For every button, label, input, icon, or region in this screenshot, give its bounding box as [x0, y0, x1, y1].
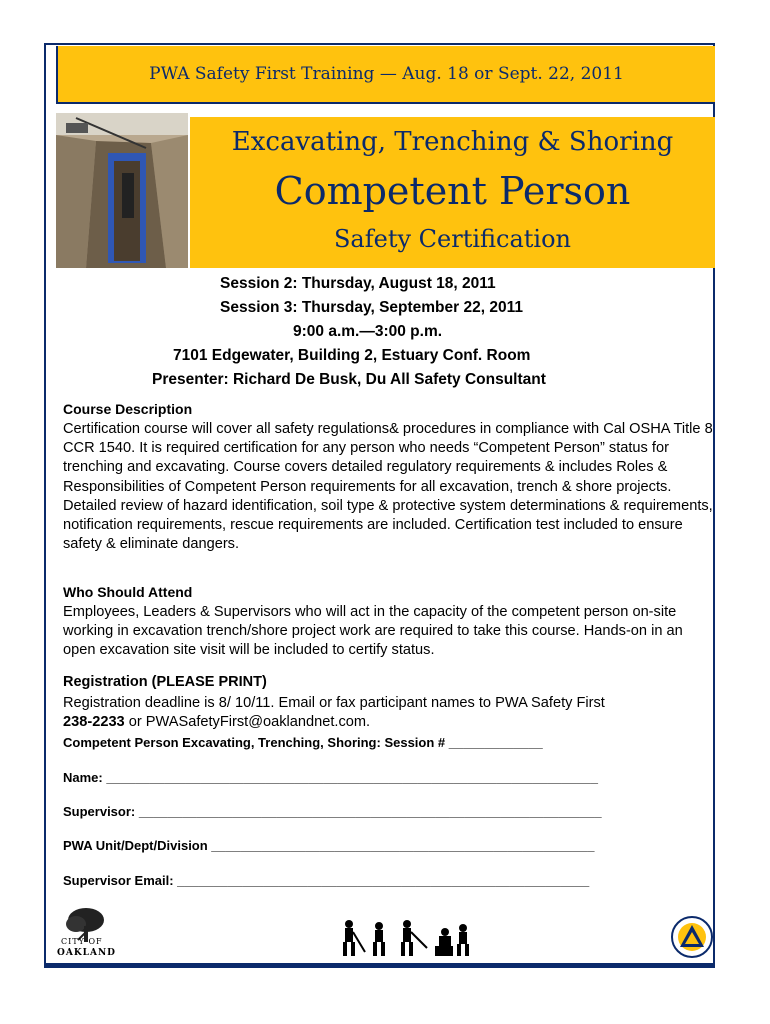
trench-photo	[56, 113, 188, 268]
who-should-attend-text: Employees, Leaders & Supervisors who will act in the capacity of the competent person on-site working in excavation trench/shore project work are required to take this course. Hands-on in an open excavation site visit will be included to certify status.	[63, 604, 683, 659]
banner-title: PWA Safety First Training — Aug. 18 or Sept. 22, 2011	[149, 64, 624, 84]
workers-silhouette-graphic	[335, 918, 475, 960]
registration-email: or PWASafetyFirst@oaklandnet.com.	[124, 714, 371, 731]
seal-icon	[670, 915, 714, 959]
city-of-oakland-logo	[56, 906, 116, 962]
pwa-seal-logo	[670, 915, 714, 959]
who-should-attend-heading: Who Should Attend	[63, 584, 193, 600]
form-name-field[interactable]: Name: ____________________________________________________________________	[63, 770, 598, 785]
session-time: 9:00 a.m.—3:00 p.m.	[293, 323, 443, 340]
oakland-label: OAKLAND	[57, 948, 116, 958]
session-presenter: Presenter: Richard De Busk, Du All Safety Consultant	[152, 371, 546, 388]
workers-icon	[335, 918, 475, 960]
title-block	[190, 117, 715, 268]
registration-deadline: Registration deadline is 8/ 10/11. Email or fax participant names to PWA Safety First	[63, 695, 605, 711]
course-description-heading: Course Description	[63, 401, 193, 417]
session-2: Session 2: Thursday, August 18, 2011	[220, 275, 496, 292]
registration-heading: Registration (PLEASE PRINT)	[63, 674, 267, 690]
course-description-text: Certification course will cover all safety regulations& procedures in compliance with Cal OSHA Title 8 CCR 1540. It is required certification for any person who needs “Competent Person” status for trenching and excavating. Course covers detailed regulatory requirements & includes Roles & Responsibilities of Competent Person requirements for all excavation, trench & shore projects. Detailed review of hazard identification, soil type & protective system determinations & requirements, notification requirements, rescue requirements are included. Certification test included to ensure safety & eliminate dangers.	[63, 421, 713, 553]
form-supervisor-field[interactable]: Supervisor: ________________________________________________________________	[63, 804, 602, 819]
bottom-bar	[44, 963, 715, 968]
session-location: 7101 Edgewater, Building 2, Estuary Conf. Room	[173, 347, 531, 364]
form-supervisor-email-field[interactable]: Supervisor Email: _________________________________________________________	[63, 873, 590, 888]
top-banner	[56, 46, 715, 104]
city-of-label: CITY OF	[61, 937, 103, 946]
trench-photo-image	[56, 113, 188, 268]
form-unit-field[interactable]: PWA Unit/Dept/Division _____________________________________________________	[63, 838, 595, 853]
title-excavating: Excavating, Trenching & Shoring	[231, 127, 674, 157]
form-session-line[interactable]: Competent Person Excavating, Trenching, Shoring: Session # _____________	[63, 735, 543, 750]
registration-text	[63, 694, 713, 732]
title-safety-certification: Safety Certification	[333, 225, 571, 253]
registration-phone: 238-2233	[63, 714, 125, 731]
session-3: Session 3: Thursday, September 22, 2011	[220, 299, 523, 316]
title-competent-person: Competent Person	[274, 169, 631, 213]
